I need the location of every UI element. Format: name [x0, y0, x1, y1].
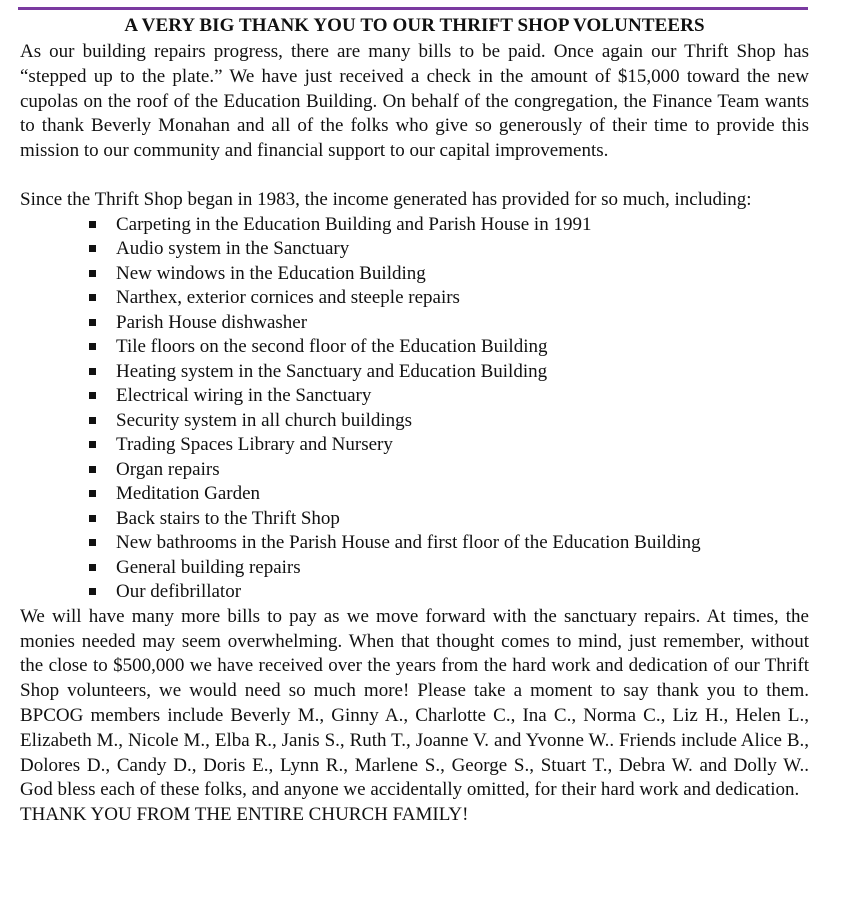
history-paragraph: Since the Thrift Shop began in 1983, the income generated has provided for so much, including: [20, 188, 752, 210]
list-item: Audio system in the Sanctuary [89, 237, 809, 262]
list-item: Trading Spaces Library and Nursery [89, 433, 809, 458]
list-item: Heating system in the Sanctuary and Education Building [89, 360, 809, 385]
article-title: A VERY BIG THANK YOU TO OUR THRIFT SHOP VOLUNTEERS [124, 15, 705, 36]
list-item: General building repairs [89, 556, 809, 581]
closing-line: THANK YOU FROM THE ENTIRE CHURCH FAMILY! [20, 804, 469, 826]
list-item: Electrical wiring in the Sanctuary [89, 384, 809, 409]
newsletter-article [20, 12, 809, 828]
funded-items-list [20, 213, 809, 605]
list-item: Back stairs to the Thrift Shop [89, 507, 809, 532]
list-item: Security system in all church buildings [89, 409, 809, 434]
list-item: Parish House dishwasher [89, 311, 809, 336]
paragraph-spacer [20, 164, 809, 188]
list-item: Narthex, exterior cornices and steeple repairs [89, 286, 809, 311]
list-item: Carpeting in the Education Building and Parish House in 1991 [89, 213, 809, 238]
list-item: Organ repairs [89, 458, 809, 483]
list-item: Our defibrillator [89, 580, 809, 605]
intro-paragraph: As our building repairs progress, there are many bills to be paid. Once again our Thrift Shop has “stepped up to the plate.” We have just received a check in the amount of $15,000 toward the new cupolas on the roof of the Education Building. On behalf of the congregation, the Finance Team wants to thank Beverly Monahan and all of the folks who give so generously of their time to provide this mission to our community and financial support to our capital improvements. [20, 41, 809, 162]
list-item: Meditation Garden [89, 482, 809, 507]
thanks-paragraph: We will have many more bills to pay as we move forward with the sanctuary repairs. At times, the monies needed may seem overwhelming. When that thought comes to mind, just remember, without the close to $500,000 we have received over the years from the hard work and dedication of our Thrift Shop volunteers, we would need so much more! Please take a moment to say thank you to them. BPCOG members include Beverly M., Ginny A., Charlotte C., Ina C., Norma C., Liz H., Helen L., Elizabeth M., Nicole M., Elba R., Janis S., Ruth T., Joanne V. and Yvonne W.. Friends include Alice B., Dolores D., Candy D., Doris E., Lynn R., Marlene S., George S., Stuart T., Debra W. and Dolly W.. God bless each of these folks, and anyone we accidentally omitted, for their hard work and dedication. [20, 605, 809, 801]
title-divider-rule [18, 7, 808, 10]
list-item: New windows in the Education Building [89, 262, 809, 287]
list-item: Tile floors on the second floor of the Education Building [89, 335, 809, 360]
list-item: New bathrooms in the Parish House and first floor of the Education Building [89, 531, 809, 556]
